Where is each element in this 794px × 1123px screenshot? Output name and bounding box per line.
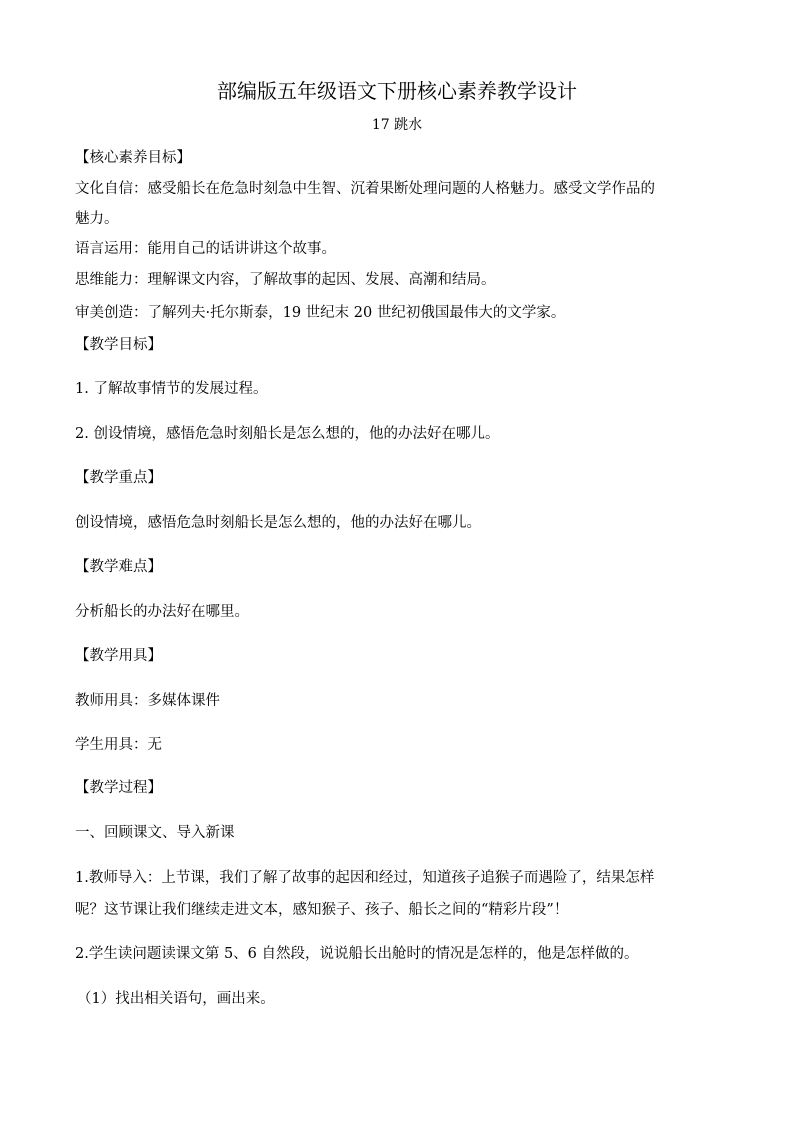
paragraph-student-tools: 学生用具：无 bbox=[75, 737, 162, 753]
section-heading-key-points: 【教学重点】 bbox=[75, 470, 162, 486]
paragraph-teacher-intro-cont: 呢？这节课让我们继续走进文本，感知猴子、孩子、船长之间的“精彩片段”！ bbox=[75, 902, 569, 918]
paragraph-language-use: 语言运用：能用自己的话讲讲这个故事。 bbox=[75, 241, 336, 257]
section-heading-teaching-goals: 【教学目标】 bbox=[75, 337, 162, 353]
paragraph-cultural-confidence: 文化自信：感受船长在危急时刻急中生智、沉着果断处理问题的人格魅力。感受文学作品的 bbox=[75, 181, 655, 197]
list-item-goal-1: 1. 了解故事情节的发展过程。 bbox=[75, 381, 268, 397]
paragraph-cultural-confidence-cont: 魅力。 bbox=[75, 211, 119, 227]
paragraph-teacher-intro: 1.教师导入：上节课，我们了解了故事的起因和经过，知道孩子追猴子而遇险了，结果怎样 bbox=[75, 870, 655, 886]
section-heading-difficulties: 【教学难点】 bbox=[75, 559, 162, 575]
paragraph-teacher-tools: 教师用具：多媒体课件 bbox=[75, 693, 220, 709]
document-title: 部编版五年级语文下册核心素养教学设计 bbox=[217, 79, 577, 103]
section-heading-core-goals: 【核心素养目标】 bbox=[75, 150, 191, 166]
paragraph-key-points: 创设情境，感悟危急时刻船长是怎么想的，他的办法好在哪儿。 bbox=[75, 515, 481, 531]
lesson-title: 17 跳水 bbox=[371, 117, 423, 133]
list-item-goal-2: 2. 创设情境，感悟危急时刻船长是怎么想的，他的办法好在哪儿。 bbox=[75, 426, 500, 442]
section-heading-teaching-tools: 【教学用具】 bbox=[75, 648, 162, 664]
paragraph-aesthetic-creation: 审美创造：了解列夫·托尔斯泰，19 世纪末 20 世纪初俄国最伟大的文学家。 bbox=[75, 305, 566, 321]
paragraph-step-1-heading: 一、回顾课文、导入新课 bbox=[75, 825, 235, 841]
section-heading-teaching-process: 【教学过程】 bbox=[75, 780, 162, 796]
list-item-find-sentences: （1）找出相关语句，画出来。 bbox=[77, 991, 275, 1007]
paragraph-student-reading: 2.学生读问题读课文第 5、6 自然段，说说船长出舱时的情况是怎样的，他是怎样做的。 bbox=[75, 946, 639, 962]
paragraph-difficulties: 分析船长的办法好在哪里。 bbox=[75, 604, 249, 620]
paragraph-thinking-ability: 思维能力：理解课文内容，了解故事的起因、发展、高潮和结局。 bbox=[75, 272, 496, 288]
